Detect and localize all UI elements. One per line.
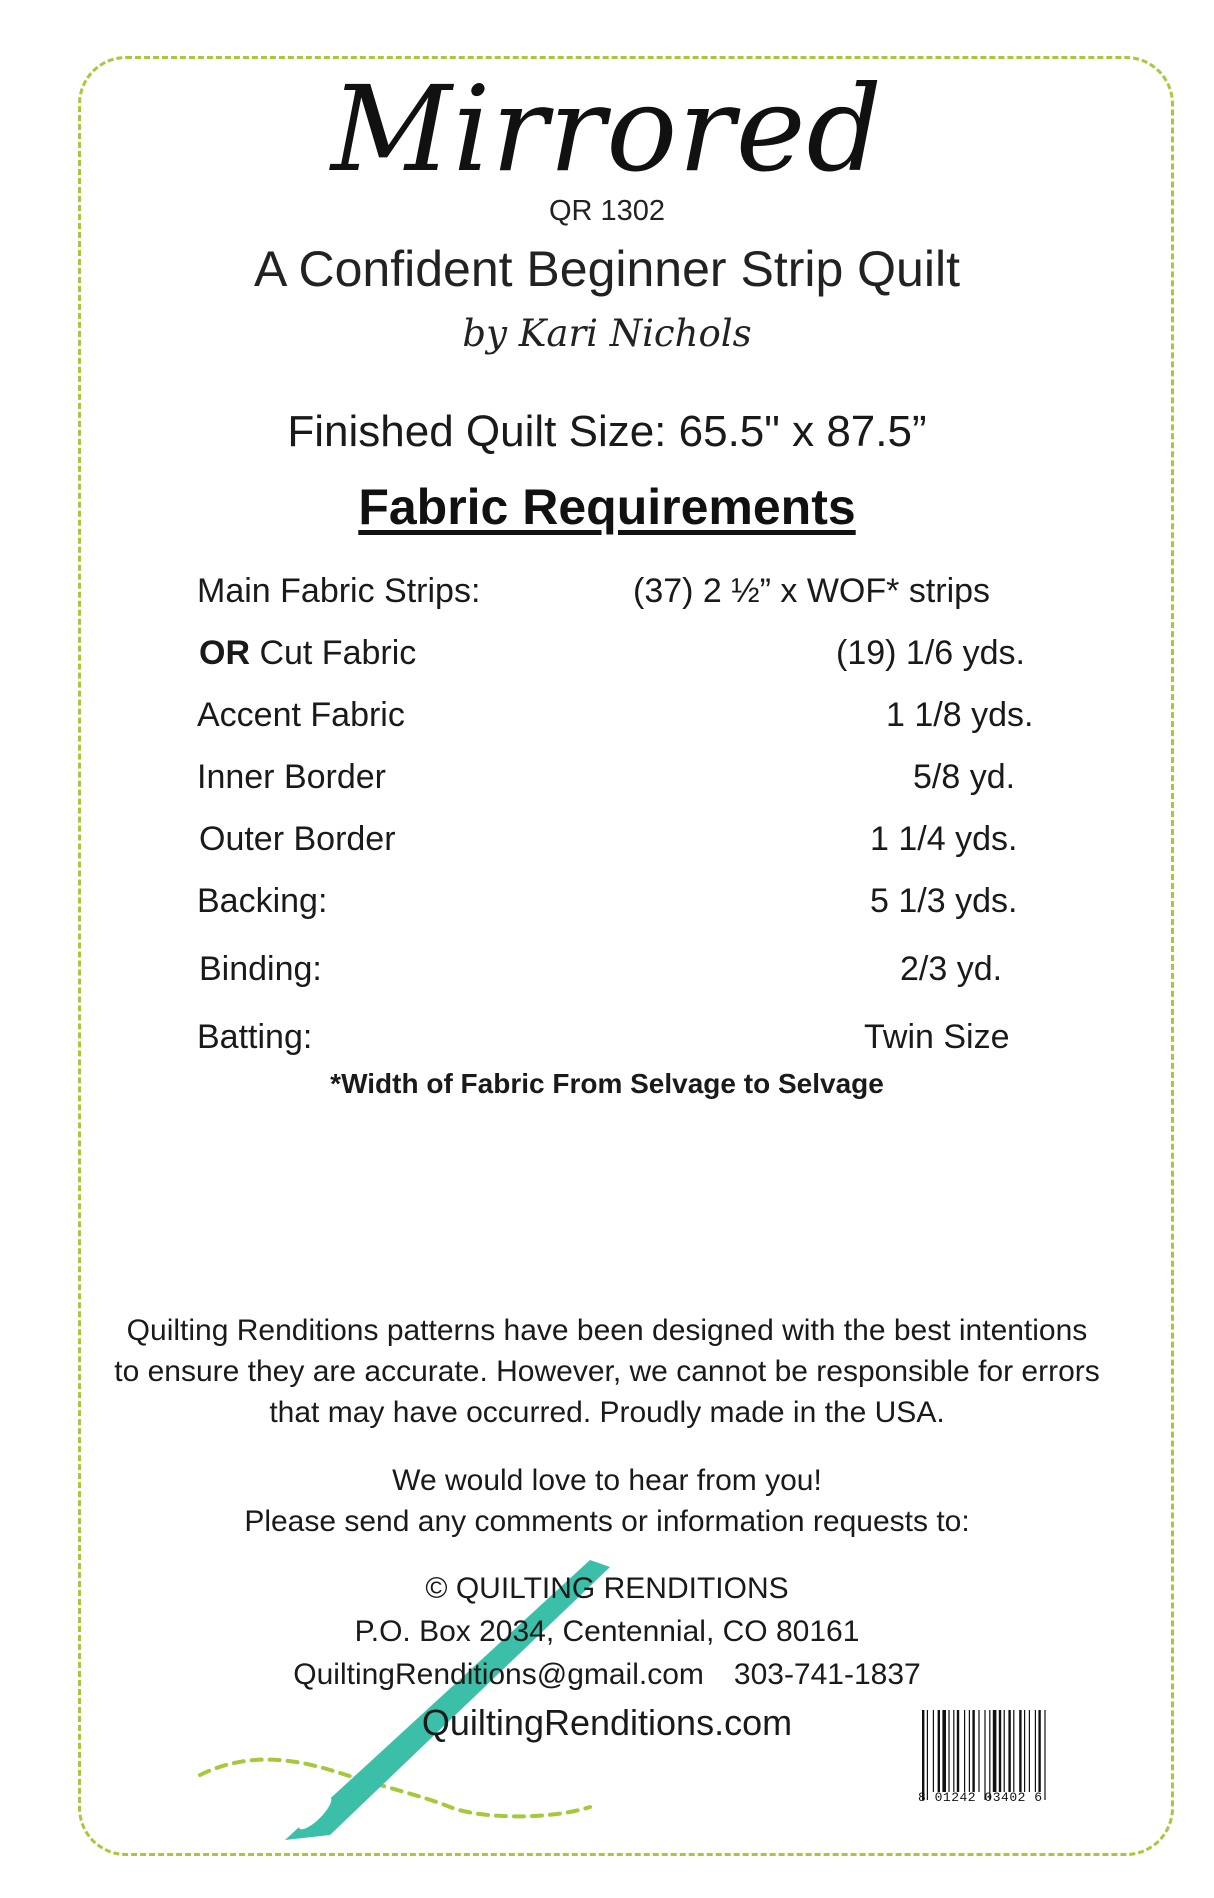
req-label-binding: Binding: [199,950,322,988]
barcode-bar [999,1710,1001,1792]
pattern-code: QR 1302 [548,195,666,227]
req-value-inner-border: 5/8 yd. [913,758,1016,796]
req-label-backing: Backing: [197,882,328,920]
req-value-outer-border: 1 1/4 yds. [870,820,1018,858]
company-address: P.O. Box 2034, Centennial, CO 80161 [354,1615,860,1648]
barcode-bar [953,1710,954,1792]
wof-footnote: *Width of Fabric From Selvage to Selvage [330,1068,884,1099]
barcode-bar [1038,1710,1040,1792]
contact-invite [0,1460,1214,1542]
barcode-bar [1008,1710,1010,1792]
barcode-bar [1013,1710,1014,1792]
disclaimer [90,1310,1124,1433]
email-link[interactable]: QuiltingRenditions@gmail.com [293,1658,704,1691]
req-label-accent: Accent Fabric [197,696,405,734]
req-value-backing: 5 1/3 yds. [870,882,1018,920]
barcode-bar [922,1710,924,1800]
phone-number: 303-741-1837 [733,1658,921,1691]
finished-size: Finished Quilt Size: 65.5" x 87.5” [287,407,927,456]
req-value-cut-fabric: (19) 1/6 yds. [836,634,1025,672]
req-value-accent: 1 1/8 yds. [886,696,1034,734]
barcode-bar [942,1710,946,1792]
barcode-bar [969,1710,970,1792]
req-label-inner-border: Inner Border [197,758,386,796]
barcode-bar [938,1710,940,1792]
contact-row [0,1658,1214,1692]
req-value-binding: 2/3 yd. [900,950,1003,988]
barcode-bar [1044,1710,1045,1800]
req-value-main-strips: (37) 2 ½” x WOF* strips [633,572,991,610]
barcode-bar [927,1710,928,1800]
author-line: by Kari Nichols [462,312,752,355]
barcode-bar [978,1710,979,1792]
req-label-cut-fabric: OR Cut Fabric [199,634,417,672]
barcode-bar [964,1710,965,1792]
barcode-bar [1004,1710,1005,1792]
req-value-batting: Twin Size [864,1018,1010,1056]
barcode-bar [1035,1710,1036,1792]
barcode-bar [957,1710,959,1792]
barcode-bar [989,1710,990,1800]
barcode-bar [993,1710,997,1792]
barcode-bar [1029,1710,1030,1792]
barcode-digits: 8 01242 03402 6 [918,1790,1043,1805]
disclaimer-line: to ensure they are accurate. However, we cannot be responsible for errors [114,1355,1100,1388]
contact-line: We would love to hear from you! [392,1464,822,1497]
barcode-bar [1019,1710,1021,1792]
pattern-title: Mirrored [330,60,884,198]
disclaimer-line: Quilting Renditions patterns have been designed with the best intentions [126,1314,1088,1347]
barcode-bar [972,1710,974,1792]
req-label-main-strips: Main Fabric Strips: [197,572,481,610]
disclaimer-line: that may have occurred. Proudly made in the USA. [269,1396,945,1429]
website-link[interactable]: QuiltingRenditions.com [421,1702,793,1743]
requirements-heading: Fabric Requirements [358,479,856,535]
barcode-bar [1024,1710,1025,1792]
company-name: © QUILTING RENDITIONS [425,1572,789,1605]
barcode-bar [933,1710,934,1792]
barcode-bar [984,1710,985,1800]
pattern-subtitle: A Confident Beginner Strip Quilt [254,241,960,297]
barcode-bar [948,1710,949,1792]
req-label-batting: Batting: [197,1018,313,1056]
req-label-outer-border: Outer Border [199,820,396,858]
contact-line: Please send any comments or information requests to: [244,1505,970,1538]
